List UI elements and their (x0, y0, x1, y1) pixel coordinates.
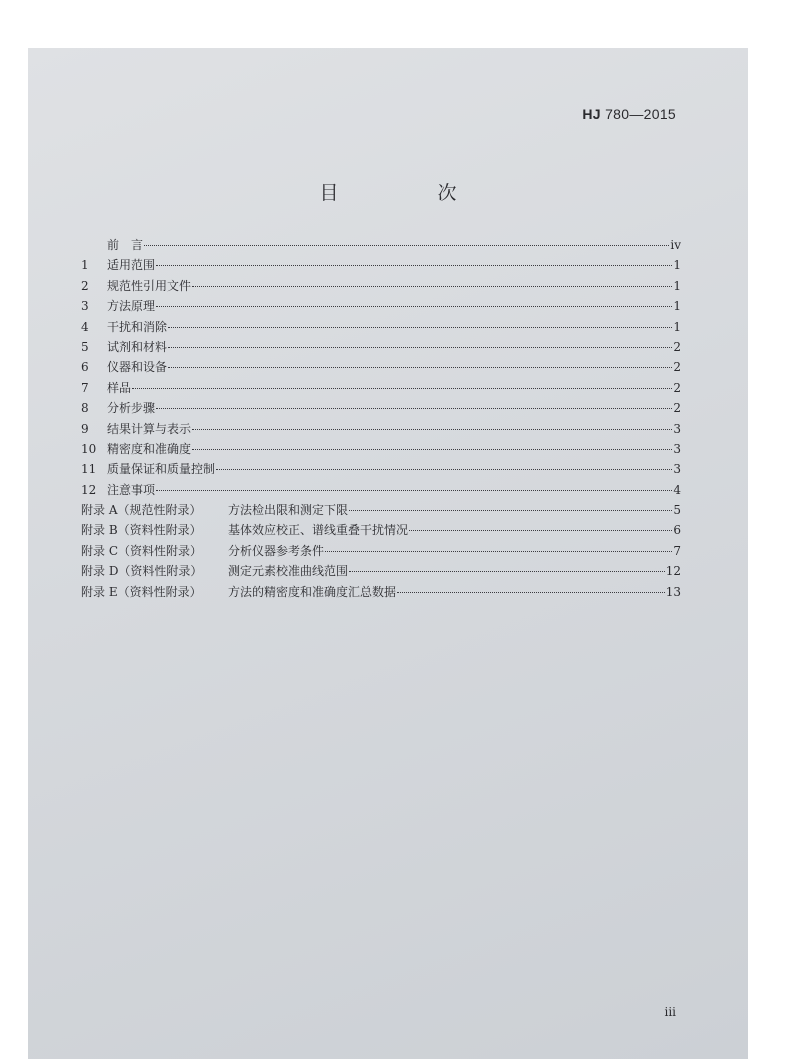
toc-entry-11[interactable] (81, 460, 681, 480)
standard-number (582, 106, 676, 122)
toc-entry-page: 2 (673, 339, 681, 354)
toc-entry-page: 13 (665, 584, 681, 599)
dot-leader (216, 469, 672, 470)
standard-prefix: HJ (582, 106, 601, 122)
toc-entry-2[interactable] (81, 277, 681, 297)
dot-leader (156, 490, 672, 491)
toc-entry-number: 11 (81, 462, 97, 477)
toc-entry-10[interactable] (81, 440, 681, 460)
toc-entry-page: 5 (673, 503, 681, 518)
dot-leader (168, 367, 672, 368)
toc-entry-page: 12 (665, 564, 681, 579)
appendix-title: 测定元素校准曲线范围 (228, 564, 349, 579)
dot-leader (168, 347, 672, 348)
toc-entry-label: 结果计算与表示 (107, 421, 192, 436)
toc-entry-label: 精密度和准确度 (107, 441, 192, 456)
toc-entry-number: 4 (81, 319, 89, 334)
appendix-title: 基体效应校正、谱线重叠干扰情况 (228, 523, 409, 538)
page-number: iii (664, 1005, 676, 1019)
toc-entry-page: 3 (673, 421, 681, 436)
table-of-contents (81, 236, 681, 603)
toc-entry-number: 8 (81, 401, 89, 416)
appendix-label: 附录 D（资料性附录） (81, 564, 203, 579)
toc-entry-7[interactable] (81, 379, 681, 399)
toc-entry-6[interactable] (81, 358, 681, 378)
dot-leader (349, 571, 665, 572)
dot-leader (156, 265, 672, 266)
toc-entry-page: 3 (673, 441, 681, 456)
toc-entry-page: 1 (673, 299, 681, 314)
toc-entry-number: 3 (81, 299, 89, 314)
toc-appendix-b[interactable] (81, 521, 681, 541)
appendix-title: 方法检出限和测定下限 (228, 503, 349, 518)
dot-leader (409, 530, 672, 531)
toc-entry-page: 1 (673, 319, 681, 334)
dot-leader (144, 245, 669, 246)
toc-entry-label: 适用范围 (107, 258, 156, 273)
appendix-label: 附录 E（资料性附录） (81, 584, 202, 599)
toc-entry-1[interactable] (81, 256, 681, 276)
toc-entry-page: 6 (673, 523, 681, 538)
toc-appendix-a[interactable] (81, 501, 681, 521)
toc-entry-label: 样品 (107, 380, 132, 395)
standard-code: 780—2015 (605, 106, 676, 122)
dot-leader (168, 327, 672, 328)
toc-entry-label: 试剂和材料 (107, 339, 168, 354)
toc-entry-number: 12 (81, 482, 97, 497)
toc-entry-page: 2 (673, 360, 681, 375)
toc-entry-label: 仪器和设备 (107, 360, 168, 375)
toc-entry-label: 注意事项 (107, 482, 156, 497)
toc-entry-label: 分析步骤 (107, 401, 156, 416)
toc-entry-number: 7 (81, 380, 89, 395)
dot-leader (325, 551, 672, 552)
toc-entry-4[interactable] (81, 318, 681, 338)
toc-entry-number: 2 (81, 278, 89, 293)
toc-entry-number: 5 (81, 339, 89, 354)
appendix-label: 附录 A（规范性附录） (81, 503, 202, 518)
toc-entry-page: 1 (673, 278, 681, 293)
toc-entry-label: 方法原理 (107, 299, 156, 314)
dot-leader (397, 592, 665, 593)
toc-entry-page: 3 (673, 462, 681, 477)
toc-entry-number: 6 (81, 360, 89, 375)
toc-entry-label: 规范性引用文件 (107, 278, 192, 293)
appendix-label: 附录 B（资料性附录） (81, 523, 202, 538)
dot-leader (192, 449, 672, 450)
toc-entry-label: 质量保证和质量控制 (107, 462, 216, 477)
toc-entry-3[interactable] (81, 297, 681, 317)
toc-entry-page: 4 (673, 482, 681, 497)
dot-leader (192, 429, 672, 430)
dot-leader (156, 306, 672, 307)
toc-title: 目 次 (319, 182, 497, 204)
toc-appendix-e[interactable] (81, 583, 681, 603)
toc-entry-number: 9 (81, 421, 89, 436)
toc-entry-label: 前 言 (107, 238, 144, 252)
toc-entry-label: 干扰和消除 (107, 319, 168, 334)
toc-appendix-d[interactable] (81, 562, 681, 582)
toc-entry-8[interactable] (81, 399, 681, 419)
document-page (28, 48, 748, 1059)
toc-entry-foreword[interactable] (81, 236, 681, 256)
toc-entry-page: 2 (673, 401, 681, 416)
toc-entry-number: 1 (81, 258, 89, 273)
dot-leader (349, 510, 672, 511)
toc-entry-page: 1 (673, 258, 681, 273)
appendix-label: 附录 C（资料性附录） (81, 543, 202, 558)
toc-appendix-c[interactable] (81, 542, 681, 562)
dot-leader (192, 286, 672, 287)
toc-entry-page: iv (670, 238, 681, 252)
appendix-title: 分析仪器参考条件 (228, 543, 325, 558)
toc-entry-9[interactable] (81, 420, 681, 440)
toc-entry-page: 7 (673, 543, 681, 558)
dot-leader (132, 388, 672, 389)
appendix-title: 方法的精密度和准确度汇总数据 (228, 584, 397, 599)
dot-leader (156, 408, 672, 409)
toc-entry-number: 10 (81, 441, 97, 456)
toc-entry-12[interactable] (81, 481, 681, 501)
toc-entry-5[interactable] (81, 338, 681, 358)
toc-entry-page: 2 (673, 380, 681, 395)
